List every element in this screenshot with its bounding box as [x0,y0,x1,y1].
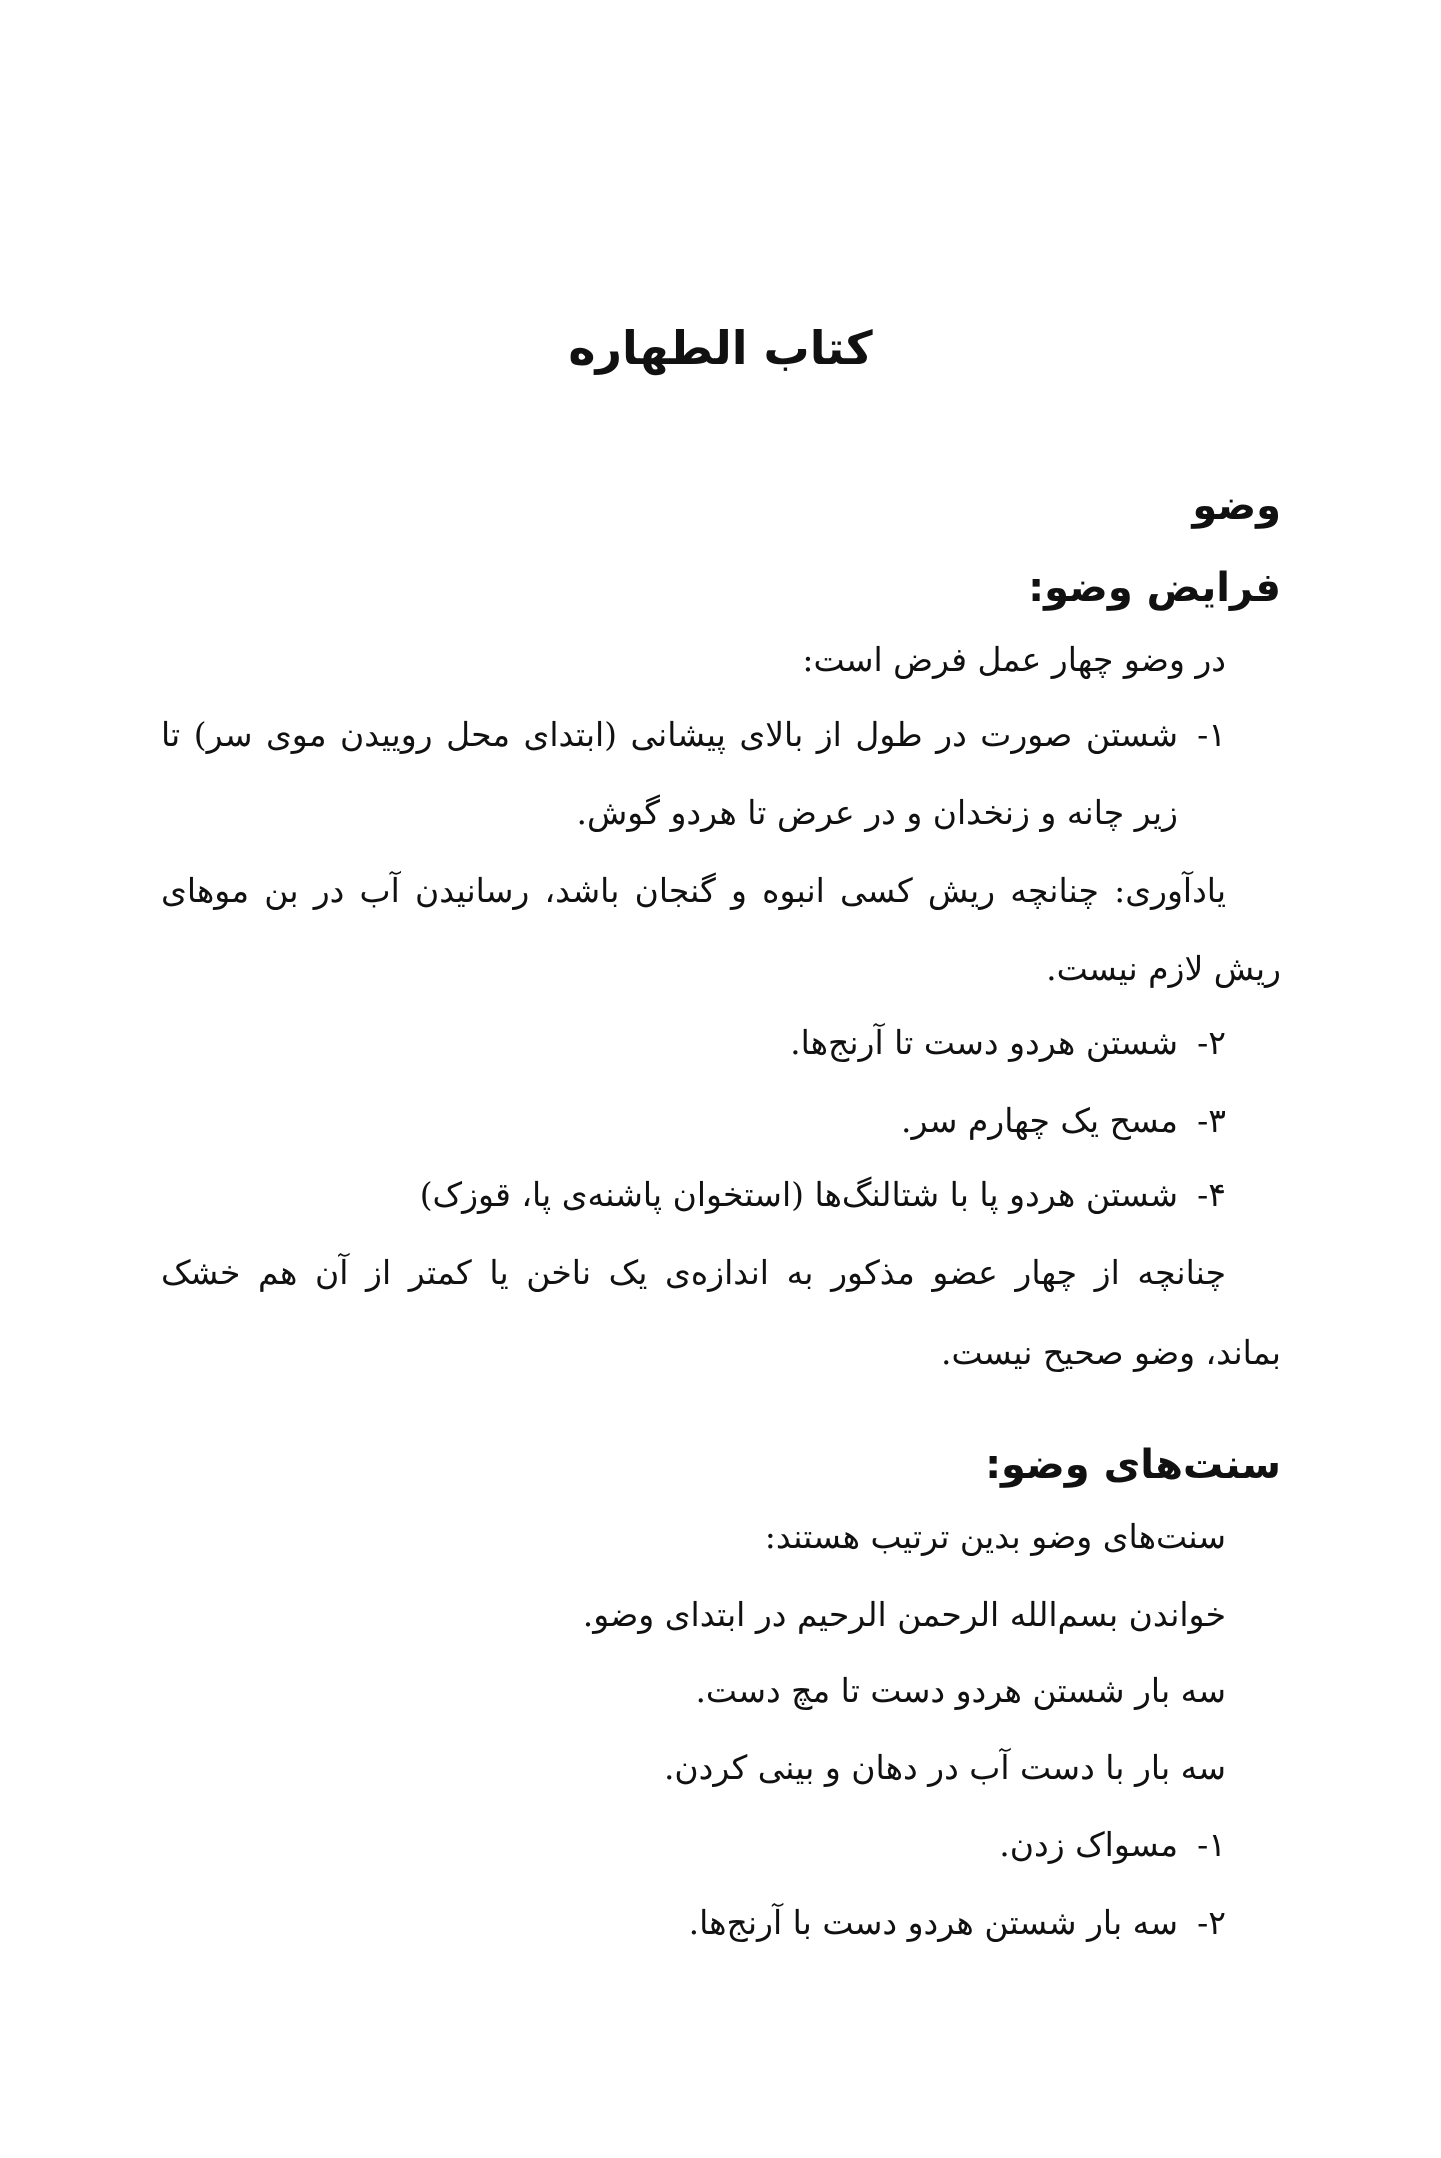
list-item-text: شستن صورت در طول از بالای پیشانی (ابتدای محل روییدن موی سر) تا [161,715,1178,754]
list-item-faraid-1 [161,710,1226,760]
page-title: کتاب الطهاره [568,321,873,375]
faraid-intro: در وضو چهار عمل فرض است: [802,640,1226,679]
closing-line-2: بماند، وضو صحیح نیست. [940,1333,1281,1372]
list-item-text: مسواک زدن. [999,1825,1178,1864]
list-item-text: مسح یک چهارم سر. [901,1101,1178,1140]
list-item-text: شستن هردو پا با شتالنگ‌ها (استخوان پاشنه‌ی پا، قوزک) [419,1175,1178,1214]
subheading-faraid: فرایض وضو: [1028,565,1281,611]
list-item-sunnah-2 [689,1898,1226,1948]
list-number: ۲- [1197,1023,1226,1062]
list-item-faraid-1-cont: زیر چانه و زنخدان و در عرض تا هردو گوش. [576,793,1178,832]
section-heading-sunnah: سنت‌های وضو: [985,1442,1281,1488]
list-number: ۱- [1197,1825,1226,1864]
list-item-faraid-3 [901,1096,1226,1146]
list-item-text: سه بار شستن هردو دست با آرنج‌ها. [688,1903,1178,1942]
note-line-2: ریش لازم نیست. [1046,949,1281,988]
list-item-sunnah-1 [999,1820,1226,1870]
sunnah-line: سه بار شستن هردو دست تا مچ دست. [695,1671,1226,1710]
list-item-text: شستن هردو دست تا آرنج‌ها. [790,1023,1178,1062]
list-number: ۳- [1197,1101,1226,1140]
list-number: ۴- [1197,1175,1226,1214]
section-heading-wudu: وضو [1192,483,1281,529]
sunnah-line: خواندن بسم‌الله الرحمن الرحیم در ابتدای وضو. [582,1595,1226,1634]
list-item-faraid-4 [420,1170,1226,1220]
note-line-1: یادآوری: چنانچه ریش کسی انبوه و گنجان باشد، رسانیدن آب در بن موهای [161,871,1226,910]
sunnah-line: سه بار با دست آب در دهان و بینی کردن. [663,1748,1226,1787]
list-number: ۱- [1197,715,1226,754]
list-number: ۲- [1197,1903,1226,1942]
sunnah-intro: سنت‌های وضو بدین ترتیب هستند: [764,1517,1226,1556]
list-item-faraid-2 [790,1018,1226,1068]
closing-line-1: چنانچه از چهار عضو مذکور به اندازه‌ی یک ناخن یا کمتر از آن هم خشک [161,1253,1226,1292]
